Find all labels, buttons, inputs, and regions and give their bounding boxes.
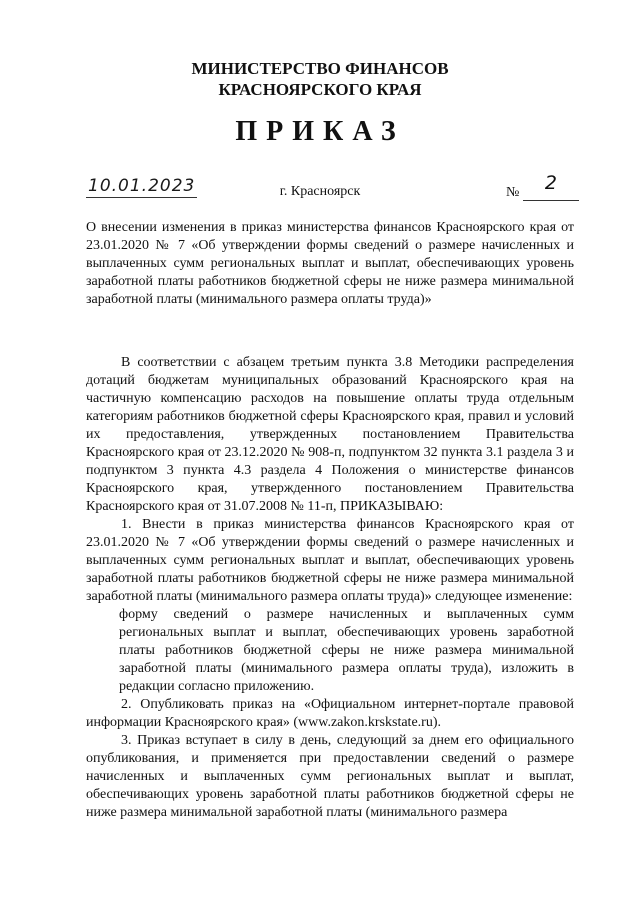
handwritten-number: 2: [544, 172, 557, 194]
handwritten-date: 10.01.2023: [88, 176, 196, 196]
order-subject: О внесении изменения в приказ министерства финансов Красноярского края от 23.01.2020 № 7 «Об утверждении формы сведений о размере начисленных и выплаченных сумм региональных выплат и выплат, обеспечивающих уровень заработной платы работников бюджетной сферы не ниже размера минимальной заработной платы (минимального размера оплаты труда)»: [86, 220, 574, 307]
preamble-paragraph: В соответствии с абзацем третьим пункта 3.8 Методики распределения дотаций бюджетам муниципальных образований Красноярского края на частичную компенсацию расходов на повышение оплаты труда отдельным категориям работников бюджетной сферы Красноярского края, правил и условий их предоставления, утвержденных постановлением Правительства Красноярского края от 23.12.2020 № 908-п, подпунктом 32 пункта 3.1 раздела 3 и подпунктом 3 пункта 4.3 раздела 4 Положения о министерстве финансов Красноярского края, утвержденного постановлением Правительства Красноярского края от 31.07.2008 № 11-п, ПРИКАЗЫВАЮ:: [86, 355, 574, 514]
ministry-line-2: КРАСНОЯРСКОГО КРАЯ: [218, 80, 422, 99]
ministry-line-1: МИНИСТЕРСТВО ФИНАНСОВ: [191, 59, 449, 78]
document-type-title: ПРИКАЗ: [235, 116, 405, 147]
item-3-paragraph: 3. Приказ вступает в силу в день, следующий за днем его официального опубликования, и применяется при предоставлении сведений о размере начисленных и выплаченных сумм региональных выплат и выплат, обеспечивающих уровень заработной платы работников бюджетной сферы не ниже размера минимальной заработной платы (минимального размера: [86, 733, 574, 820]
item-1-paragraph: 1. Внести в приказ министерства финансов Красноярского края от 23.01.2020 № 7 «Об утверждении формы сведений о размере начисленных и выплаченных сумм региональных выплат и выплат, обеспечивающих уровень заработной платы работников бюджетной сферы не ниже размера минимальной заработной платы (минимального размера оплаты труда)» следующее изменение:: [86, 517, 574, 604]
ministry-name: [0, 58, 640, 100]
document-number: [506, 172, 579, 201]
number-sign: №: [506, 185, 520, 200]
item-1-sub-paragraph: форму сведений о размере начисленных и выплаченных сумм региональных выплат и выплат, обеспечивающих уровень заработной платы работников бюджетной сферы не ниже размера минимальной заработной платы (минимального размера оплаты труда), изложить в редакции согласно приложению.: [119, 607, 574, 694]
city-name: г. Красноярск: [279, 184, 361, 199]
order-body: [86, 354, 574, 822]
number-line: [523, 172, 579, 201]
item-2-paragraph: 2. Опубликовать приказ на «Официальном интернет-портале правовой информации Красноярского края» (www.zakon.krskstate.ru).: [86, 697, 574, 730]
document-meta-row: [0, 172, 640, 202]
